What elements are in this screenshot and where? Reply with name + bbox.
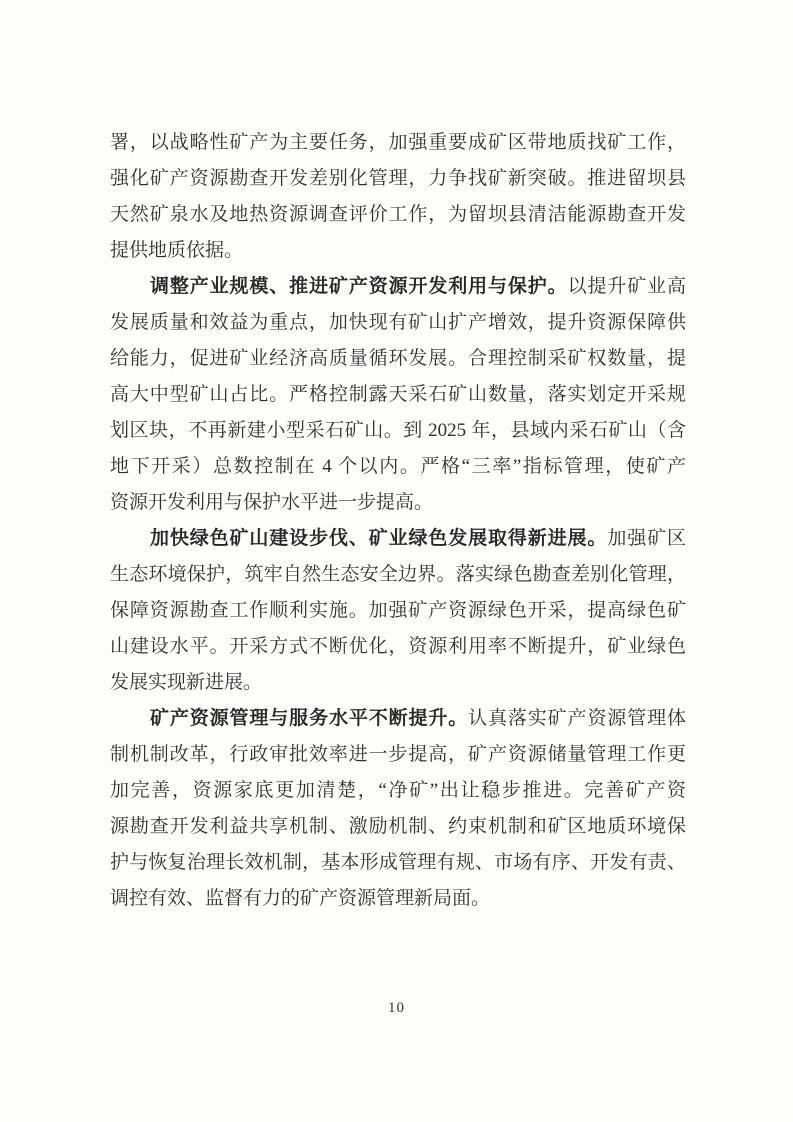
text-line: 保障资源勘查工作顺利实施。加强矿产资源绿色开采，提高绿色矿 — [110, 600, 686, 621]
lead-rest-text: 认真落实矿产资源管理体 — [468, 708, 686, 729]
text-line: 发展质量和效益为重点，加快现有矿山扩产增效，提升资源保障供 — [110, 312, 686, 333]
text-line: 生态环境保护，筑牢自然生态安全边界。落实绿色勘查差别化管理， — [110, 564, 686, 585]
bold-lead-sentence: 调整产业规模、推进矿产资源开发利用与保护。 — [150, 276, 568, 297]
text-line: 给能力，促进矿业经济高质量循环发展。合理控制采矿权数量，提 — [110, 348, 686, 369]
bold-lead-sentence: 加快绿色矿山建设步伐、矿业绿色发展取得新进展。 — [150, 528, 608, 549]
text-line: 提供地质依据。 — [110, 240, 244, 261]
text-line — [110, 521, 686, 557]
lead-rest-text: 加强矿区 — [607, 528, 686, 549]
text-line: 强化矿产资源勘查开发差别化管理，力争找矿新突破。推进留坝县 — [110, 168, 686, 189]
text-line: 天然矿泉水及地热资源调查评价工作，为留坝县清洁能源勘查开发 — [110, 204, 686, 225]
text-line: 山建设水平。开采方式不断优化，资源利用率不断提升，矿业绿色 — [110, 636, 686, 657]
text-line: 高大中型矿山占比。严格控制露天采石矿山数量，落实划定开采规 — [110, 384, 686, 405]
paragraph-management-service — [110, 701, 686, 917]
text-line — [110, 269, 686, 305]
text-line: 划区块，不再新建小型采石矿山。到 2025 年，县域内采石矿山（含 — [110, 420, 686, 441]
paragraph-continuation — [110, 125, 686, 269]
bold-lead-sentence: 矿产资源管理与服务水平不断提升。 — [150, 708, 469, 729]
text-line: 发展实现新进展。 — [110, 672, 263, 693]
paragraph-industry-scale — [110, 269, 686, 521]
text-line: 源勘查开发利益共享机制、激励机制、约束机制和矿区地质环境保 — [110, 816, 686, 837]
text-line: 地下开采）总数控制在 4 个以内。严格“三率”指标管理，使矿产 — [110, 456, 686, 477]
text-line: 制机制改革，行政审批效率进一步提高，矿产资源储量管理工作更 — [110, 744, 686, 765]
page-number: 10 — [388, 1000, 405, 1016]
text-line: 资源开发利用与保护水平进一步提高。 — [110, 492, 434, 513]
text-line: 加完善，资源家底更加清楚，“净矿”出让稳步推进。完善矿产资 — [110, 780, 686, 801]
lead-rest-text: 以提升矿业高 — [567, 276, 686, 297]
paragraph-green-mines — [110, 521, 686, 701]
body-text — [110, 125, 686, 917]
text-line — [110, 701, 686, 737]
text-line: 护与恢复治理长效机制，基本形成管理有规、市场有序、开发有责、 — [110, 852, 686, 873]
text-line: 调控有效、监督有力的矿产资源管理新局面。 — [110, 888, 491, 909]
text-line: 署，以战略性矿产为主要任务，加强重要成矿区带地质找矿工作， — [110, 132, 686, 153]
